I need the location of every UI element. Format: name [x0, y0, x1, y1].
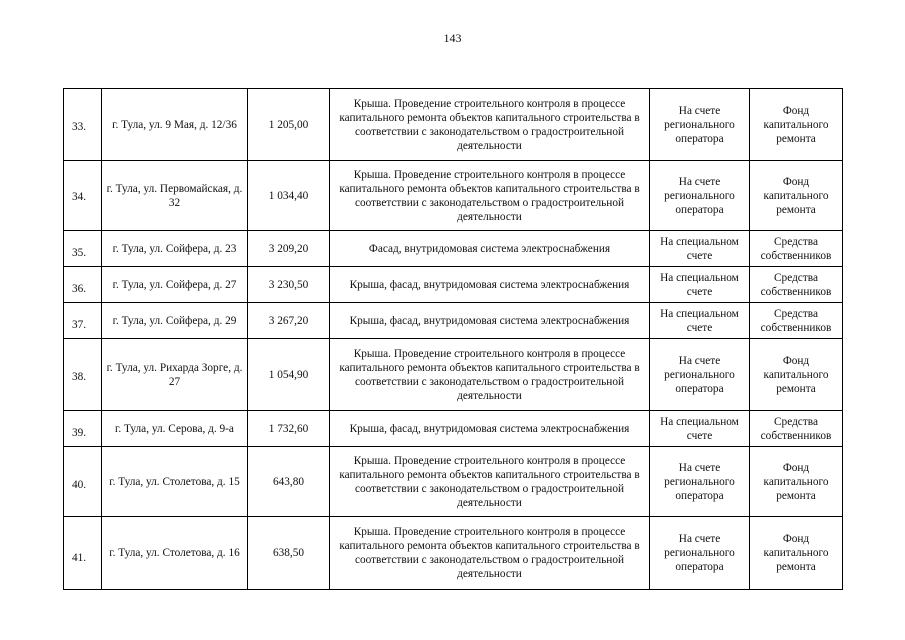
funding-source-cell: Средства собственников	[750, 411, 843, 447]
funding-source-cell: Фонд капитального ремонта	[750, 89, 843, 161]
address-cell: г. Тула, ул. Столетова, д. 16	[102, 517, 248, 590]
row-number: 40.	[64, 447, 102, 517]
row-number: 37.	[64, 303, 102, 339]
table-row	[64, 411, 843, 447]
address-cell: г. Тула, ул. Сойфера, д. 23	[102, 231, 248, 267]
address-cell: г. Тула, ул. Сойфера, д. 29	[102, 303, 248, 339]
funding-source-cell: Средства собственников	[750, 303, 843, 339]
area-cell: 1 034,40	[248, 161, 330, 231]
work-type-cell: Крыша. Проведение строительного контроля в процессе капитального ремонта объектов капитального строительства в соответствии с законодательством о градостроительной деятельности	[330, 89, 650, 161]
work-type-cell: Крыша. Проведение строительного контроля в процессе капитального ремонта объектов капитального строительства в соответствии с законодательством о градостроительной деятельности	[330, 339, 650, 411]
account-cell: На счете регионального оператора	[650, 339, 750, 411]
work-type-cell: Фасад, внутридомовая система электроснабжения	[330, 231, 650, 267]
table-row	[64, 303, 843, 339]
account-cell: На счете регионального оператора	[650, 447, 750, 517]
table-row	[64, 231, 843, 267]
table-row	[64, 161, 843, 231]
address-cell: г. Тула, ул. Рихарда Зорге, д. 27	[102, 339, 248, 411]
area-cell: 638,50	[248, 517, 330, 590]
row-number: 41.	[64, 517, 102, 590]
address-cell: г. Тула, ул. Серова, д. 9-а	[102, 411, 248, 447]
table-row	[64, 447, 843, 517]
funding-source-cell: Фонд капитального ремонта	[750, 161, 843, 231]
row-number: 36.	[64, 267, 102, 303]
area-cell: 1 054,90	[248, 339, 330, 411]
work-type-cell: Крыша, фасад, внутридомовая система электроснабжения	[330, 303, 650, 339]
row-number: 35.	[64, 231, 102, 267]
area-cell: 3 230,50	[248, 267, 330, 303]
repair-register-table	[63, 88, 843, 590]
work-type-cell: Крыша, фасад, внутридомовая система электроснабжения	[330, 267, 650, 303]
area-cell: 3 209,20	[248, 231, 330, 267]
area-cell: 1 205,00	[248, 89, 330, 161]
area-cell: 643,80	[248, 447, 330, 517]
funding-source-cell: Фонд капитального ремонта	[750, 517, 843, 590]
row-number: 39.	[64, 411, 102, 447]
account-cell: На специальном счете	[650, 411, 750, 447]
table-row	[64, 517, 843, 590]
row-number: 33.	[64, 89, 102, 161]
funding-source-cell: Фонд капитального ремонта	[750, 339, 843, 411]
table-row	[64, 89, 843, 161]
work-type-cell: Крыша. Проведение строительного контроля в процессе капитального ремонта объектов капитального строительства в соответствии с законодательством о градостроительной деятельности	[330, 161, 650, 231]
table-row	[64, 267, 843, 303]
table-row	[64, 339, 843, 411]
account-cell: На специальном счете	[650, 303, 750, 339]
area-cell: 1 732,60	[248, 411, 330, 447]
work-type-cell: Крыша. Проведение строительного контроля в процессе капитального ремонта объектов капитального строительства в соответствии с законодательством о градостроительной деятельности	[330, 517, 650, 590]
address-cell: г. Тула, ул. 9 Мая, д. 12/36	[102, 89, 248, 161]
funding-source-cell: Средства собственников	[750, 267, 843, 303]
account-cell: На специальном счете	[650, 231, 750, 267]
work-type-cell: Крыша. Проведение строительного контроля в процессе капитального ремонта объектов капитального строительства в соответствии с законодательством о градостроительной деятельности	[330, 447, 650, 517]
address-cell: г. Тула, ул. Сойфера, д. 27	[102, 267, 248, 303]
page-number: 143	[443, 31, 462, 45]
work-type-cell: Крыша, фасад, внутридомовая система электроснабжения	[330, 411, 650, 447]
row-number: 34.	[64, 161, 102, 231]
area-cell: 3 267,20	[248, 303, 330, 339]
funding-source-cell: Фонд капитального ремонта	[750, 447, 843, 517]
account-cell: На специальном счете	[650, 267, 750, 303]
account-cell: На счете регионального оператора	[650, 89, 750, 161]
funding-source-cell: Средства собственников	[750, 231, 843, 267]
account-cell: На счете регионального оператора	[650, 161, 750, 231]
address-cell: г. Тула, ул. Столетова, д. 15	[102, 447, 248, 517]
row-number: 38.	[64, 339, 102, 411]
address-cell: г. Тула, ул. Первомайская, д. 32	[102, 161, 248, 231]
account-cell: На счете регионального оператора	[650, 517, 750, 590]
